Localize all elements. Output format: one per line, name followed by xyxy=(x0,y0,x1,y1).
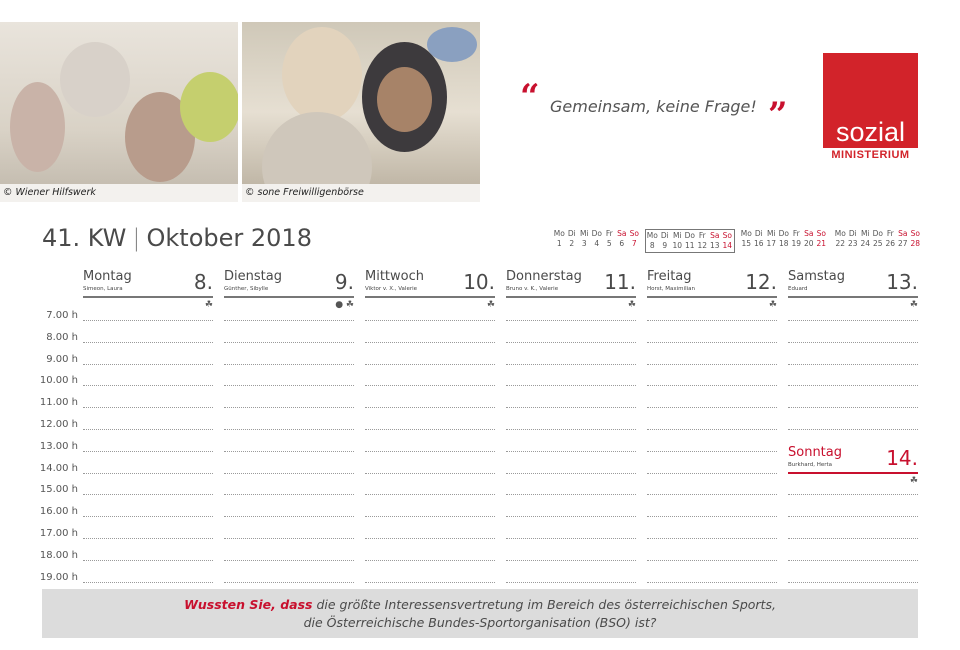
mini-calendar-date: 28 xyxy=(910,239,921,248)
time-slot[interactable] xyxy=(506,516,636,517)
mini-calendar-date: 19 xyxy=(791,239,802,248)
mini-calendar-week xyxy=(834,229,922,249)
time-slot[interactable] xyxy=(224,407,354,408)
time-slot[interactable] xyxy=(224,516,354,517)
day-header xyxy=(788,268,918,298)
time-label: 19.00 h xyxy=(39,571,78,583)
day-name: Montag xyxy=(83,269,132,284)
time-slot[interactable] xyxy=(83,342,213,343)
name-days: Eduard xyxy=(788,286,808,292)
time-slot[interactable] xyxy=(83,494,213,495)
photo-two-women xyxy=(242,22,480,202)
time-slot[interactable] xyxy=(788,407,918,408)
mini-calendar-weekday: Sa xyxy=(617,229,627,238)
mini-calendar-date: 18 xyxy=(778,239,789,248)
time-slot[interactable] xyxy=(224,364,354,365)
mini-calendar-weekday: Mo xyxy=(553,229,565,238)
mini-calendar-date: 20 xyxy=(803,239,814,248)
mini-calendar-weekday: Di xyxy=(848,229,857,238)
time-label: 7.00 h xyxy=(46,310,78,321)
time-slot[interactable] xyxy=(365,516,495,517)
time-slot[interactable] xyxy=(647,516,777,517)
time-slot[interactable] xyxy=(224,320,354,321)
mini-calendar-date: 21 xyxy=(816,239,827,248)
mini-calendar-weekday: So xyxy=(629,229,639,238)
mini-calendar-date: 8 xyxy=(649,241,655,250)
time-slot[interactable] xyxy=(506,451,636,452)
time-slot[interactable] xyxy=(506,429,636,430)
time-slot[interactable] xyxy=(506,385,636,386)
mini-calendar-weekday: Fr xyxy=(605,229,613,238)
time-slot[interactable] xyxy=(365,385,495,386)
day-name: Mittwoch xyxy=(365,269,424,284)
time-slot[interactable] xyxy=(224,582,354,583)
logo-word: sozial xyxy=(835,117,906,147)
mini-calendar-date: 11 xyxy=(684,241,695,250)
time-slot[interactable] xyxy=(365,494,495,495)
time-slot[interactable] xyxy=(647,451,777,452)
time-label: 17.00 h xyxy=(39,528,78,539)
time-slot[interactable] xyxy=(506,538,636,539)
time-slot[interactable] xyxy=(647,494,777,495)
mini-calendar-weekday: Mi xyxy=(860,229,870,238)
time-label: 12.00 h xyxy=(39,419,78,430)
mini-calendar-weekday: Mo xyxy=(834,229,846,238)
time-slot[interactable] xyxy=(365,451,495,452)
mini-calendar-date: 7 xyxy=(631,239,637,248)
mini-calendar-week xyxy=(645,229,735,253)
time-slot[interactable] xyxy=(788,320,918,321)
day-number: 14. xyxy=(886,446,918,470)
time-slot[interactable] xyxy=(647,560,777,561)
mini-calendar-date: 17 xyxy=(766,239,777,248)
time-slot[interactable] xyxy=(83,364,213,365)
mini-calendar-weekday: Sa xyxy=(898,229,908,238)
day-number: 13. xyxy=(886,270,918,294)
fact-box xyxy=(42,589,918,638)
name-days: Viktor v. X., Valerie xyxy=(365,286,418,292)
time-slot[interactable] xyxy=(365,538,495,539)
time-label: 14.00 h xyxy=(39,462,78,474)
time-slot[interactable] xyxy=(365,342,495,343)
mini-calendar-weekday: So xyxy=(722,231,732,240)
mini-calendar-weekday: Mi xyxy=(672,231,682,240)
time-slot[interactable] xyxy=(506,407,636,408)
time-slot[interactable] xyxy=(647,385,777,386)
time-slot[interactable] xyxy=(647,429,777,430)
mini-calendar-week xyxy=(553,229,641,249)
time-slot[interactable] xyxy=(365,407,495,408)
time-slot[interactable] xyxy=(506,320,636,321)
time-slot[interactable] xyxy=(83,429,213,430)
name-days: Horst, Maximilian xyxy=(647,286,695,292)
mini-calendar-date: 15 xyxy=(741,239,752,248)
day-header xyxy=(224,268,354,298)
mini-calendar-date: 24 xyxy=(860,239,871,248)
mini-calendar-weekday: Fr xyxy=(886,229,894,238)
day-number: 12. xyxy=(745,270,777,294)
time-slot[interactable] xyxy=(83,385,213,386)
fact-highlight: Wussten Sie, dass xyxy=(184,597,313,612)
mini-calendar-date: 23 xyxy=(847,239,858,248)
time-slot[interactable] xyxy=(647,407,777,408)
time-slot[interactable] xyxy=(224,560,354,561)
day-icons: ☘ xyxy=(909,476,918,486)
mini-calendar-date: 14 xyxy=(722,241,733,250)
name-days: Simeon, Laura xyxy=(83,286,123,292)
time-slot[interactable] xyxy=(788,385,918,386)
mini-calendar-date: 13 xyxy=(709,241,720,250)
time-slot[interactable] xyxy=(647,538,777,539)
mini-calendar-date: 3 xyxy=(581,239,587,248)
day-number: 11. xyxy=(604,270,636,294)
day-icons: ☘ xyxy=(486,300,495,310)
day-icons: ☘ xyxy=(627,300,636,310)
day-name: Donnerstag xyxy=(506,269,582,284)
time-slot[interactable] xyxy=(83,582,213,583)
quote-close-mark: ” xyxy=(768,95,788,135)
time-slot[interactable] xyxy=(224,494,354,495)
mini-calendar-weekday: So xyxy=(910,229,920,238)
mini-calendar-weekday: Fr xyxy=(698,231,706,240)
day-icons: ☘ xyxy=(204,300,213,310)
mini-calendar-weekday: Di xyxy=(754,229,763,238)
time-slot[interactable] xyxy=(788,516,918,517)
sozialministerium-logo xyxy=(823,53,918,163)
mini-calendar-date: 1 xyxy=(556,239,562,248)
day-header-sunday xyxy=(788,444,918,474)
week-number: 41. KW xyxy=(42,224,127,252)
time-slot[interactable] xyxy=(788,494,918,495)
time-label: 11.00 h xyxy=(39,397,78,409)
fact-line1: die größte Interessensvertretung im Bereich des österreichischen Sports, xyxy=(312,597,776,612)
time-slot[interactable] xyxy=(224,342,354,343)
day-number: 8. xyxy=(193,270,213,294)
quote-text: Gemeinsam, keine Frage! xyxy=(550,97,757,116)
time-slot[interactable] xyxy=(506,560,636,561)
week-title xyxy=(42,224,312,252)
time-slot[interactable] xyxy=(365,582,495,583)
photo-figure xyxy=(427,27,477,62)
day-header xyxy=(365,268,495,298)
time-label: 15.00 h xyxy=(39,484,78,496)
mini-calendar-weekday: Mi xyxy=(579,229,589,238)
day-name: Samstag xyxy=(788,269,845,284)
time-slot[interactable] xyxy=(224,451,354,452)
mini-calendar-weekday: So xyxy=(816,229,826,238)
time-label: 13.00 h xyxy=(39,440,78,452)
time-label: 8.00 h xyxy=(46,331,78,343)
mini-calendar-date: 27 xyxy=(897,239,908,248)
time-slot[interactable] xyxy=(224,385,354,386)
day-number: 9. xyxy=(334,270,354,294)
time-slot[interactable] xyxy=(506,494,636,495)
mini-calendar-weekday: Mi xyxy=(766,229,776,238)
time-slot[interactable] xyxy=(224,473,354,474)
day-name: Sonntag xyxy=(788,445,842,460)
photo-figure xyxy=(10,82,65,172)
day-number: 10. xyxy=(463,270,495,294)
time-slot[interactable] xyxy=(83,320,213,321)
photo-figure xyxy=(377,67,432,132)
mini-calendar-date: 2 xyxy=(569,239,575,248)
time-slot[interactable] xyxy=(788,364,918,365)
time-slot[interactable] xyxy=(83,560,213,561)
day-name: Dienstag xyxy=(224,269,282,284)
photo-caption: © Wiener Hilfswerk xyxy=(0,184,238,202)
time-slot[interactable] xyxy=(647,320,777,321)
time-slot[interactable] xyxy=(83,473,213,474)
mini-calendar-weekday: Sa xyxy=(804,229,814,238)
time-slot[interactable] xyxy=(788,582,918,583)
time-slot[interactable] xyxy=(365,560,495,561)
mini-calendar-weekday: Do xyxy=(778,229,789,238)
photo-figure xyxy=(180,72,238,142)
mini-calendar-weekday: Mo xyxy=(740,229,752,238)
title-separator: | xyxy=(132,224,141,252)
photo-figure xyxy=(60,42,130,117)
day-header xyxy=(506,268,636,298)
time-slot[interactable] xyxy=(365,429,495,430)
day-header xyxy=(83,268,213,298)
time-label: 18.00 h xyxy=(39,549,78,561)
mini-calendar-date: 26 xyxy=(885,239,896,248)
mini-calendar-weekday: Sa xyxy=(710,231,720,240)
mini-calendar-week xyxy=(740,229,828,249)
mini-calendar-date: 9 xyxy=(662,241,668,250)
time-slot[interactable] xyxy=(83,516,213,517)
mini-calendar-date: 12 xyxy=(697,241,708,250)
time-slot[interactable] xyxy=(365,320,495,321)
name-days: Burkhard, Herta xyxy=(788,462,833,468)
time-slot[interactable] xyxy=(788,429,918,430)
time-slot[interactable] xyxy=(83,407,213,408)
photo-figure xyxy=(282,27,362,122)
mini-calendar-weekday: Mo xyxy=(646,231,658,240)
time-label: 10.00 h xyxy=(39,375,78,387)
time-slot[interactable] xyxy=(788,538,918,539)
time-slot[interactable] xyxy=(224,429,354,430)
quote-open-mark: “ xyxy=(520,77,540,117)
photo-seniors-children xyxy=(0,22,238,202)
time-slot[interactable] xyxy=(83,451,213,452)
time-slot[interactable] xyxy=(506,342,636,343)
time-slot[interactable] xyxy=(224,538,354,539)
time-slot[interactable] xyxy=(788,560,918,561)
mini-calendar-date: 25 xyxy=(872,239,883,248)
time-label: 9.00 h xyxy=(46,353,78,365)
time-slot[interactable] xyxy=(647,342,777,343)
mini-calendar-weekday: Di xyxy=(567,229,576,238)
time-slot[interactable] xyxy=(506,364,636,365)
time-slot[interactable] xyxy=(365,364,495,365)
time-slot[interactable] xyxy=(647,364,777,365)
mini-calendar-date: 5 xyxy=(606,239,612,248)
fact-line2: die Österreichische Bundes-Sportorganisation (BSO) ist? xyxy=(303,615,657,630)
time-slot[interactable] xyxy=(506,582,636,583)
mini-calendar-weekday: Do xyxy=(872,229,883,238)
time-slot[interactable] xyxy=(83,538,213,539)
time-label: 16.00 h xyxy=(39,506,78,518)
day-header xyxy=(647,268,777,298)
mini-calendar-weekday: Di xyxy=(660,231,669,240)
day-icons: ☘ xyxy=(909,300,918,310)
mini-calendar-weekday: Fr xyxy=(792,229,800,238)
photo-caption: © sone Freiwilligenbörse xyxy=(242,184,480,202)
time-slot[interactable] xyxy=(647,473,777,474)
mini-calendar-weekday: Do xyxy=(684,231,695,240)
day-icons: ☘ xyxy=(768,300,777,310)
name-days: Günther, Sibylle xyxy=(224,286,269,292)
logo-sub: MINISTERIUM xyxy=(831,149,910,161)
time-slot[interactable] xyxy=(788,342,918,343)
mini-calendar-weekday: Do xyxy=(591,229,602,238)
time-slot[interactable] xyxy=(365,473,495,474)
month-label: Oktober 2018 xyxy=(146,224,312,252)
mini-calendar-date: 22 xyxy=(835,239,846,248)
mini-calendar-date: 16 xyxy=(753,239,764,248)
mini-calendar-date: 10 xyxy=(672,241,683,250)
day-icons: ● ☘ xyxy=(335,300,354,310)
time-slot[interactable] xyxy=(506,473,636,474)
day-name: Freitag xyxy=(647,269,692,284)
mini-calendar-date: 6 xyxy=(619,239,625,248)
mini-calendar-date: 4 xyxy=(594,239,600,248)
name-days: Bruno v. K., Valerie xyxy=(506,286,559,292)
time-slot[interactable] xyxy=(647,582,777,583)
